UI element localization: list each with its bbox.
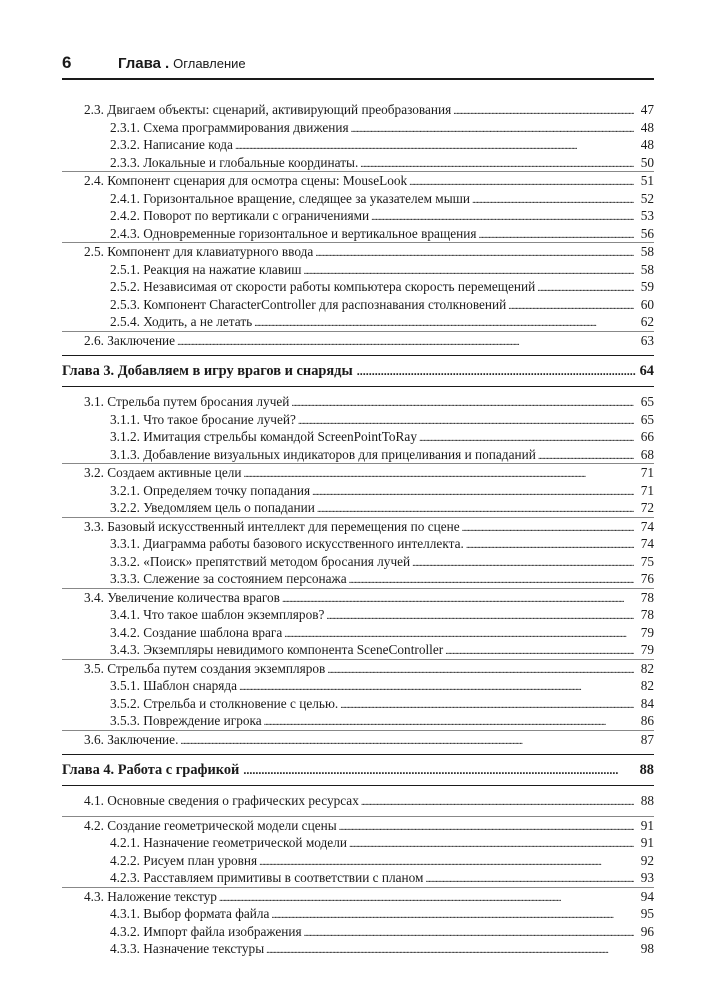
toc-entry-3-3-3[interactable] xyxy=(62,570,654,588)
toc-entry-2-5-4[interactable] xyxy=(62,313,654,331)
toc-entry-page: 74 xyxy=(640,518,654,534)
toc-chapter-page: 88 xyxy=(639,762,654,778)
toc-entry-label: 3.3.3. Слежение за состоянием персонажа xyxy=(110,571,347,586)
toc-entry-label: 3.1.1. Что такое бросание лучей? xyxy=(110,411,296,427)
toc-entry-label: 2.5.1. Реакция на нажатие клавиш xyxy=(110,261,302,277)
toc-entry-page: 82 xyxy=(640,678,654,693)
dot-leader xyxy=(445,641,634,661)
toc-entry-label: 2.5.4. Ходить, а не летать xyxy=(110,314,253,329)
toc-entry-3-2-2[interactable] xyxy=(62,499,654,517)
toc-entry-page: 84 xyxy=(640,695,654,711)
toc-entry-page: 47 xyxy=(640,102,654,117)
toc-entry-2-5-1[interactable] xyxy=(62,261,654,279)
toc-entry-label: 4.3. Наложение текстур xyxy=(84,888,217,904)
toc-entry-page: 88 xyxy=(640,793,654,808)
toc-entry-page: 72 xyxy=(640,500,654,515)
toc-entry-label: 2.4.2. Поворот по вертикали с ограничениями xyxy=(110,208,370,223)
toc-entry-label: 2.4. Компонент сценария для осмотра сцены: MouseLook xyxy=(84,173,408,188)
toc-chapter-page: 64 xyxy=(639,363,654,379)
toc-entry-label: 3.4.2. Создание шаблона врага xyxy=(110,624,283,640)
toc-entry-2-5-3[interactable] xyxy=(62,296,654,314)
toc-entry-page: 95 xyxy=(640,906,654,921)
toc-entry-4-2[interactable] xyxy=(62,816,654,835)
dot-leader xyxy=(243,755,635,785)
toc-entry-3-5-1[interactable] xyxy=(62,677,654,695)
toc-entry-page: 75 xyxy=(640,553,654,569)
dot-leader xyxy=(180,731,634,751)
toc-entry-label: 3.5.1. Шаблон снаряда xyxy=(110,678,238,693)
dot-leader xyxy=(360,154,634,174)
dot-leader xyxy=(266,940,634,960)
toc-entry-4-2-2[interactable] xyxy=(62,852,654,870)
dot-leader xyxy=(425,869,634,889)
toc-entry-3-2-1[interactable] xyxy=(62,482,654,500)
toc-chapter-4[interactable] xyxy=(62,754,654,786)
toc-entry-label: 3.1.3. Добавление визуальных индикаторов для прицеливания и попаданий xyxy=(110,446,536,462)
toc-entry-3-2[interactable] xyxy=(62,463,654,482)
toc-entry-page: 68 xyxy=(640,446,654,462)
toc-entry-label: 2.4.1. Горизонтальное вращение, следящее за указателем мыши xyxy=(110,190,471,206)
toc-entry-page: 62 xyxy=(640,314,654,329)
toc-entry-4-2-1[interactable] xyxy=(62,834,654,852)
toc-entry-page: 93 xyxy=(640,870,654,885)
toc-entry-label: 3.4.1. Что такое шаблон экземпляров? xyxy=(110,607,325,622)
toc-entry-4-3[interactable] xyxy=(62,887,654,906)
toc-entry-page: 91 xyxy=(640,817,654,833)
toc-entry-page: 96 xyxy=(640,923,654,939)
toc-entry-label: 4.2.2. Рисуем план уровня xyxy=(110,852,258,868)
toc-entry-label: 3.5. Стрельба путем создания экземпляров xyxy=(84,660,326,676)
toc-entry-label: 3.6. Заключение. xyxy=(84,731,179,747)
toc-entry-page: 65 xyxy=(640,411,654,427)
running-head xyxy=(62,48,654,80)
toc-entry-page: 48 xyxy=(640,119,654,135)
toc-entry-3-1-2[interactable] xyxy=(62,428,654,446)
dot-leader xyxy=(264,712,634,732)
dot-leader xyxy=(361,792,634,812)
toc-chapter-3[interactable] xyxy=(62,355,654,387)
toc-entry-label: 3.1.2. Имитация стрельбы командой ScreenPointToRay xyxy=(110,429,417,444)
dot-leader xyxy=(317,499,634,519)
toc-entry-page: 74 xyxy=(640,536,654,551)
toc-entry-page: 58 xyxy=(640,261,654,277)
dot-leader xyxy=(538,446,634,466)
dot-leader xyxy=(478,225,634,245)
toc-entry-page: 58 xyxy=(640,244,654,259)
toc-entry-page: 82 xyxy=(640,660,654,676)
toc-chapter-label: Глава 4. Работа с графикой xyxy=(62,762,240,778)
toc-entry-page: 65 xyxy=(640,394,654,409)
toc-chapter-label: Глава 3. Добавляем в игру врагов и снаряды xyxy=(62,363,353,379)
toc-entry-page: 98 xyxy=(640,941,654,956)
toc-entry-label: 4.2. Создание геометрической модели сцены xyxy=(84,817,337,833)
toc-entry-4-3-2[interactable] xyxy=(62,923,654,941)
toc-entry-2-4-2[interactable] xyxy=(62,207,654,225)
page-number: 6 xyxy=(62,53,72,72)
toc-entry-2-3-1[interactable] xyxy=(62,119,654,137)
toc-entry-page: 92 xyxy=(640,852,654,868)
toc-entry-4-2-3[interactable] xyxy=(62,869,654,887)
dot-leader xyxy=(349,570,634,590)
toc-entry-3-1[interactable] xyxy=(62,393,654,411)
running-head-section: Оглавление xyxy=(173,55,246,71)
toc-entry-page: 66 xyxy=(640,429,654,444)
toc-entry-page: 79 xyxy=(640,624,654,640)
toc-entry-2-6[interactable] xyxy=(62,331,654,350)
toc-entry-label: 3.2. Создаем активные цели xyxy=(84,465,242,480)
toc-entry-label: 3.2.1. Определяем точку попадания xyxy=(110,482,311,498)
toc-entry-2-5[interactable] xyxy=(62,242,654,261)
toc-entry-2-5-2[interactable] xyxy=(62,278,654,296)
toc-entry-page: 91 xyxy=(640,835,654,850)
toc-entry-3-6[interactable] xyxy=(62,730,654,749)
toc-entry-page: 76 xyxy=(640,571,654,586)
toc-entry-page: 60 xyxy=(640,296,654,312)
toc-entry-3-3-1[interactable] xyxy=(62,535,654,553)
toc-entry-2-4[interactable] xyxy=(62,171,654,190)
toc-entry-label: 3.1. Стрельба путем бросания лучей xyxy=(84,394,290,409)
toc-entry-label: 2.6. Заключение xyxy=(84,332,176,348)
toc-entry-4-3-3[interactable] xyxy=(62,940,654,958)
toc-entry-page: 78 xyxy=(640,607,654,622)
toc-entry-page: 59 xyxy=(640,279,654,294)
toc-entry-2-3-2[interactable] xyxy=(62,136,654,154)
toc-entry-4-1[interactable] xyxy=(62,792,654,810)
toc-entry-3-5[interactable] xyxy=(62,659,654,678)
toc-entry-label: 4.3.1. Выбор формата файла xyxy=(110,906,270,921)
toc-entry-label: 2.3.3. Локальные и глобальные координаты. xyxy=(110,154,359,170)
dot-leader xyxy=(177,332,634,352)
toc-entry-page: 63 xyxy=(640,332,654,348)
toc-entry-page: 78 xyxy=(640,589,654,605)
toc-entry-label: 3.3.2. «Поиск» препятствий методом бросания лучей xyxy=(110,553,411,569)
toc-entry-label: 2.3.2. Написание кода xyxy=(110,137,233,152)
toc-entry-label: 3.5.2. Стрельба и столкновение с целью. xyxy=(110,695,339,711)
toc-entry-label: 2.3.1. Схема программирования движения xyxy=(110,119,349,135)
running-head-chapter: Глава xyxy=(118,54,161,72)
toc-entry-page: 50 xyxy=(640,154,654,170)
toc-entry-3-1-3[interactable] xyxy=(62,446,654,464)
toc-entry-3-5-2[interactable] xyxy=(62,695,654,713)
toc-entry-page: 52 xyxy=(640,190,654,206)
dot-leader xyxy=(254,313,634,333)
toc-entry-label: 2.5.3. Компонент CharacterController для распознавания столкновений xyxy=(110,296,507,312)
toc-entry-page: 48 xyxy=(640,137,654,152)
toc-entry-page: 53 xyxy=(640,208,654,223)
toc-entry-3-3[interactable] xyxy=(62,517,654,536)
toc-entry-4-3-1[interactable] xyxy=(62,905,654,923)
toc-entry-2-3-3[interactable] xyxy=(62,154,654,172)
toc-entry-page: 86 xyxy=(640,713,654,728)
toc-entry-page: 51 xyxy=(640,173,654,188)
toc-entry-2-4-1[interactable] xyxy=(62,190,654,208)
toc-entry-label: 3.3.1. Диаграмма работы базового искусственного интеллекта. xyxy=(110,536,464,551)
toc-entry-label: 2.4.3. Одновременные горизонтальное и вертикальное вращения xyxy=(110,225,477,241)
toc-entry-page: 94 xyxy=(640,888,654,904)
toc-entry-label: 3.3. Базовый искусственный интеллект для перемещения по сцене xyxy=(84,518,460,534)
toc-entry-3-4-2[interactable] xyxy=(62,624,654,642)
toc-entry-2-4-3[interactable] xyxy=(62,225,654,243)
toc-entry-2-3[interactable] xyxy=(62,101,654,119)
toc-entry-label: 4.2.1. Назначение геометрической модели xyxy=(110,835,347,850)
toc-entry-label: 4.2.3. Расставляем примитивы в соответствии с планом xyxy=(110,870,424,885)
toc-entry-label: 4.3.3. Назначение текстуры xyxy=(110,941,265,956)
running-head-separator: . xyxy=(165,54,170,72)
toc-entry-label: 4.3.2. Импорт файла изображения xyxy=(110,923,302,939)
toc-entry-3-4[interactable] xyxy=(62,588,654,607)
toc-entry-label: 2.3. Двигаем объекты: сценарий, активирующий преобразования xyxy=(84,102,452,117)
toc-entry-3-4-1[interactable] xyxy=(62,606,654,624)
toc-entry-page: 71 xyxy=(640,482,654,498)
toc-entry-3-4-3[interactable] xyxy=(62,641,654,659)
toc-entry-label: 2.5. Компонент для клавиатурного ввода xyxy=(84,244,314,259)
toc-entry-label: 3.5.3. Повреждение игрока xyxy=(110,713,262,728)
toc-entry-page: 79 xyxy=(640,642,654,657)
toc-entry-page: 71 xyxy=(640,465,654,480)
toc-entry-page: 56 xyxy=(640,225,654,241)
toc-entry-label: 4.1. Основные сведения о графических ресурсах xyxy=(84,793,359,808)
dot-leader xyxy=(357,356,636,386)
table-of-contents xyxy=(62,101,654,958)
toc-entry-3-5-3[interactable] xyxy=(62,712,654,730)
toc-entry-label: 3.4. Увеличение количества врагов xyxy=(84,589,280,605)
toc-entry-label: 3.2.2. Уведомляем цель о попадании xyxy=(110,500,315,515)
toc-entry-3-1-1[interactable] xyxy=(62,411,654,429)
toc-entry-label: 2.5.2. Независимая от скорости работы компьютера скорость перемещений xyxy=(110,279,536,294)
toc-entry-3-3-2[interactable] xyxy=(62,553,654,571)
toc-entry-page: 87 xyxy=(640,731,654,747)
toc-entry-label: 3.4.3. Экземпляры невидимого компонента SceneController xyxy=(110,642,444,657)
